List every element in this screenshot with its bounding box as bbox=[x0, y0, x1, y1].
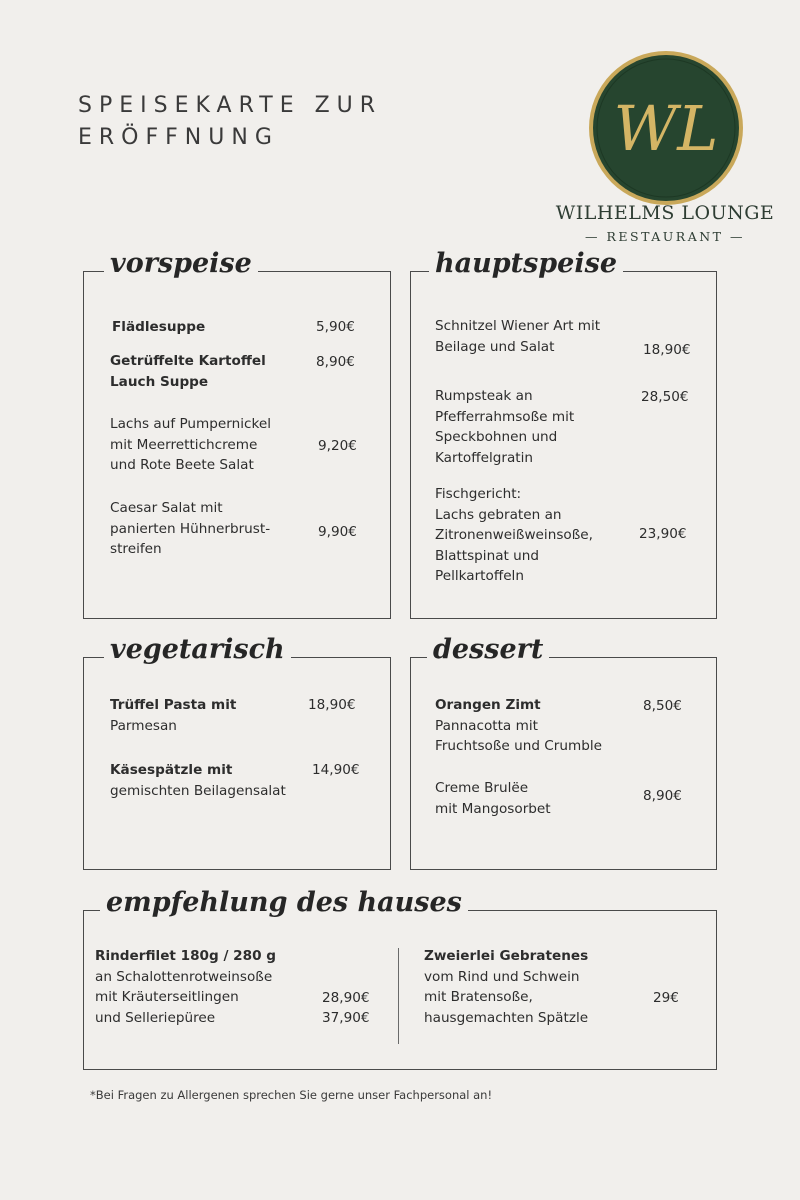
page-title-line1: SPEISEKARTE ZUR bbox=[78, 93, 383, 118]
menu-item-name: Caesar Salat mit panierten Hühnerbrust- streifen bbox=[110, 500, 271, 557]
logo-monogram: WL bbox=[613, 92, 719, 165]
brand bbox=[540, 200, 790, 246]
page-title-line2: ERÖFFNUNG bbox=[78, 125, 279, 150]
section-vegetarisch bbox=[83, 634, 391, 870]
menu-item-name: Lachs auf Pumpernickel mit Meerrettichcreme und Rote Beete Salat bbox=[110, 416, 272, 473]
menu-item-price: 18,90€ bbox=[308, 697, 356, 713]
menu-item-price: 8,90€ bbox=[643, 788, 682, 804]
column-divider bbox=[398, 948, 399, 1044]
menu-item-name: Rumpsteak an Pfefferrahmsoße mit Speckbohnen und Kartoffelgratin bbox=[435, 388, 575, 466]
section-hauptspeise bbox=[410, 248, 717, 619]
allergen-footnote: *Bei Fragen zu Allergenen sprechen Sie gerne unser Fachpersonal an! bbox=[90, 1088, 493, 1102]
menu-item-price: 37,90€ bbox=[322, 1010, 370, 1026]
section-dessert bbox=[410, 634, 717, 870]
brand-name: WILHELMS LOUNGE bbox=[555, 202, 775, 224]
menu-item-price: 18,90€ bbox=[643, 342, 691, 358]
menu-item-name: Trüffel Pasta mit Parmesan bbox=[110, 697, 237, 734]
menu-item-name: Creme Brulëe mit Mangosorbet bbox=[435, 780, 551, 817]
section-empfehlung bbox=[83, 887, 717, 1070]
menu-item-name: Fischgericht: Lachs gebraten an Zitronenweißweinsoße, Blattspinat und Pellkartoffeln bbox=[435, 486, 593, 584]
restaurant-logo bbox=[588, 50, 744, 206]
section-vorspeise bbox=[83, 248, 391, 619]
menu-item-price: 8,90€ bbox=[316, 354, 355, 370]
menu-item-price: 14,90€ bbox=[312, 762, 360, 778]
menu-item-name: Zweierlei Gebratenes vom Rind und Schwein mit Bratensoße, hausgemachten Spätzle bbox=[424, 948, 589, 1026]
section-title: hauptspeise bbox=[429, 247, 623, 281]
section-title: dessert bbox=[427, 633, 549, 667]
section-title: vegetarisch bbox=[104, 633, 291, 667]
menu-item-price: 28,50€ bbox=[641, 389, 689, 405]
menu-item-name: Flädlesuppe bbox=[112, 319, 206, 335]
menu-item-price: 28,90€ bbox=[322, 990, 370, 1006]
brand-subtitle: — RESTAURANT — bbox=[585, 229, 745, 244]
menu-item-price: 8,50€ bbox=[643, 698, 682, 714]
menu-item-name: Schnitzel Wiener Art mit Beilage und Salat bbox=[435, 318, 601, 355]
section-title: empfehlung des hauses bbox=[100, 886, 468, 920]
menu-item-price: 5,90€ bbox=[316, 319, 355, 335]
menu-item-name: Orangen Zimt Pannacotta mit Fruchtsoße und Crumble bbox=[435, 697, 602, 754]
menu-item-price: 9,90€ bbox=[318, 524, 357, 540]
menu-item-price: 23,90€ bbox=[639, 526, 687, 542]
menu-item-price: 9,20€ bbox=[318, 438, 357, 454]
menu-item-price: 29€ bbox=[653, 990, 679, 1006]
menu-item-name: Käsespätzle mit gemischten Beilagensalat bbox=[110, 762, 286, 799]
page-title bbox=[78, 90, 382, 154]
menu-item-name: Rinderfilet 180g / 280 g an Schalottenrotweinsoße mit Kräuterseitlingen und Selleriepüree bbox=[95, 948, 277, 1026]
section-title: vorspeise bbox=[104, 247, 258, 281]
menu-item-name: Getrüffelte Kartoffel Lauch Suppe bbox=[110, 353, 266, 390]
